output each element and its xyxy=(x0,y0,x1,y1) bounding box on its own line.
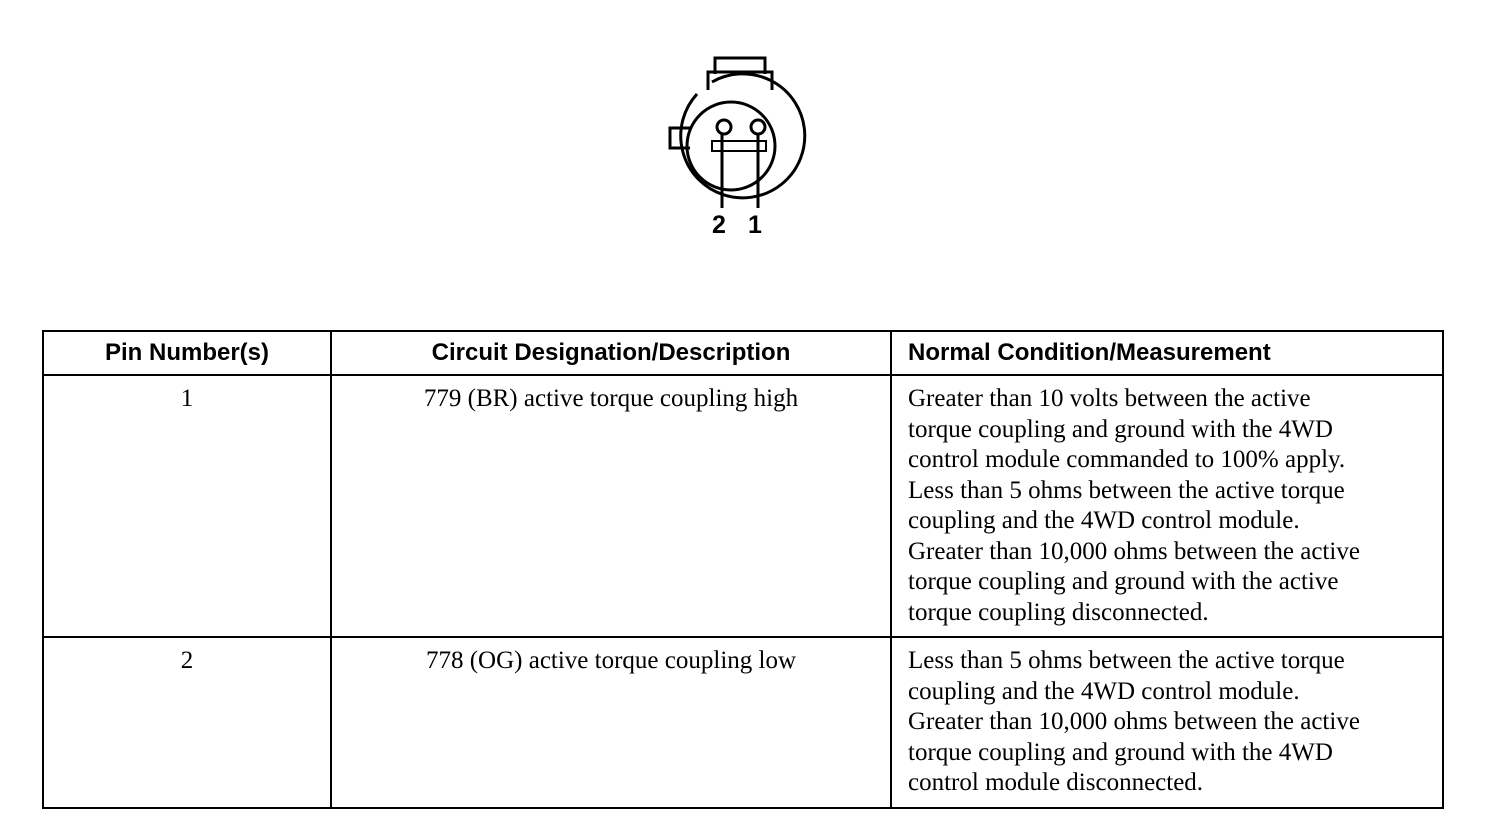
condition-line: Less than 5 ohms between the active torque xyxy=(908,476,1345,504)
condition-line: Greater than 10,000 ohms between the active xyxy=(908,708,1360,735)
condition-cell xyxy=(891,637,1443,808)
pin-cell: 1 xyxy=(43,375,331,637)
condition-line: torque coupling and ground with the 4WD xyxy=(908,738,1333,766)
condition-cell xyxy=(891,375,1443,637)
condition-line: coupling and the 4WD control module. xyxy=(908,507,1300,534)
table-header-row xyxy=(43,331,1443,375)
pin-label-2: 2 xyxy=(712,211,726,239)
circuit-cell: 779 (BR) active torque coupling high xyxy=(331,375,891,637)
table-row xyxy=(43,375,1443,637)
condition-line: control module commanded to 100% apply. xyxy=(908,446,1346,473)
pin-label-1: 1 xyxy=(748,211,762,239)
condition-line: Greater than 10,000 ohms between the active xyxy=(908,537,1360,565)
pin-labels xyxy=(700,208,780,242)
header-pin-number: Pin Number(s) xyxy=(43,331,331,375)
condition-line: control module disconnected. xyxy=(908,769,1204,796)
condition-line: torque coupling and ground with the active xyxy=(908,568,1339,595)
header-circuit: Circuit Designation/Description xyxy=(331,331,891,375)
condition-line: coupling and the 4WD control module. xyxy=(908,677,1300,705)
pin-cell: 2 xyxy=(43,637,331,808)
circuit-cell: 778 (OG) active torque coupling low xyxy=(331,637,891,808)
condition-line: Less than 5 ohms between the active torque xyxy=(908,647,1345,674)
condition-line: Greater than 10 volts between the active xyxy=(908,385,1311,412)
condition-line: torque coupling and ground with the 4WD xyxy=(908,415,1333,443)
condition-line: torque coupling disconnected. xyxy=(908,598,1209,626)
header-condition: Normal Condition/Measurement xyxy=(891,331,1443,375)
table-row xyxy=(43,637,1443,808)
pin-table xyxy=(42,330,1444,809)
